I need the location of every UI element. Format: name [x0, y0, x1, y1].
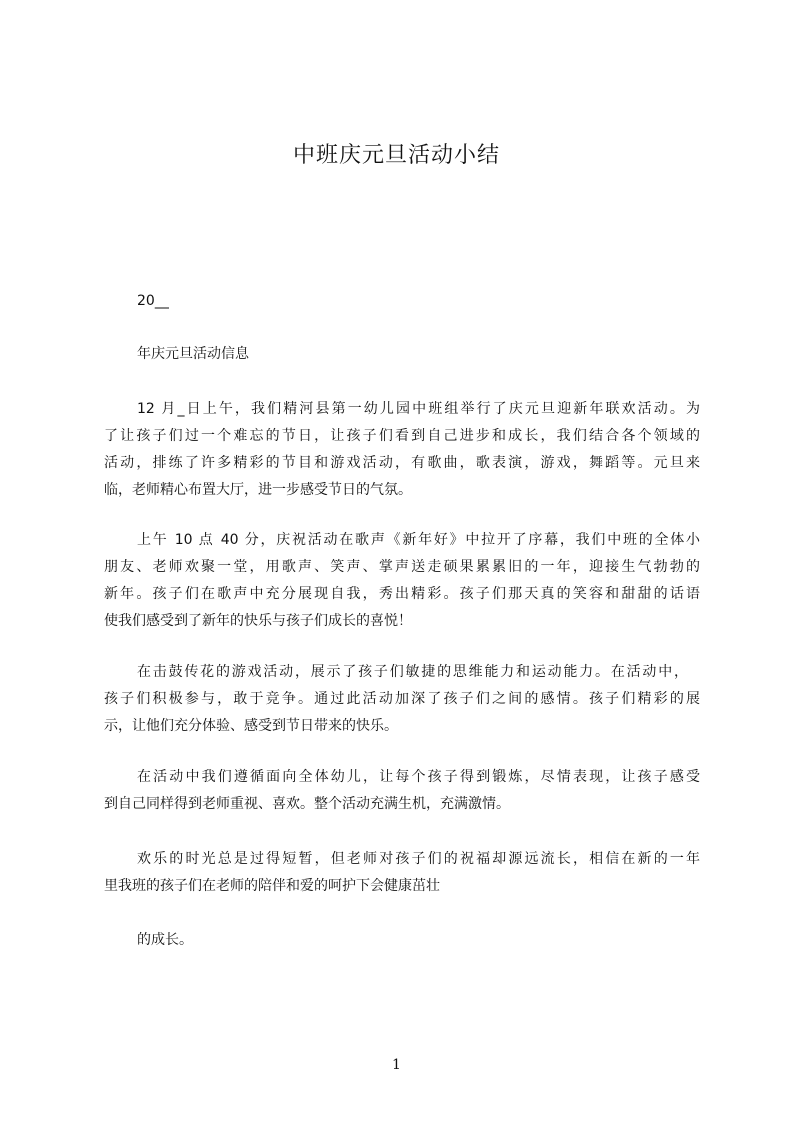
paragraph-line: 在活动中我们遵循面向全体幼儿，让每个孩子得到锻炼，尽情表现，让孩子感受 — [137, 769, 700, 785]
paragraph-line: 上午 10 点 40 分，庆祝活动在歌声《新年好》中拉开了序幕，我们中班的全体小 — [137, 532, 700, 548]
paragraph-line: 12 月_日上午，我们精河县第一幼儿园中班组举行了庆元旦迎新年联欢活动。为 — [137, 401, 700, 417]
header-subtitle: 年庆元旦活动信息 — [137, 346, 249, 362]
paragraph-line: 示，让他们充分体验、感受到节日带来的快乐。 — [104, 718, 398, 734]
header-year: 20__ — [137, 293, 169, 309]
page-number: 1 — [392, 1057, 401, 1073]
closing-line: 的成长。 — [137, 932, 193, 948]
paragraph-line: 在击鼓传花的游戏活动，展示了孩子们敏捷的思维能力和运动能力。在活动中， — [137, 664, 688, 680]
paragraph-line: 到自己同样得到老师重视、喜欢。整个活动充满生机，充满激情。 — [104, 796, 510, 812]
paragraph-line: 孩子们积极参与，敢于竞争。通过此活动加深了孩子们之间的感情。孩子们精彩的展 — [104, 691, 700, 707]
paragraph-line: 临，老师精心布置大厅，进一步感受节日的气氛。 — [104, 482, 412, 498]
document-title: 中班庆元旦活动小结 — [292, 143, 500, 168]
paragraph-line: 朋友、老师欢聚一堂，用歌声、笑声、掌声送走硕果累累旧的一年，迎接生气勃勃的 — [104, 559, 700, 575]
paragraph-line: 新年。孩子们在歌声中充分展现自我，秀出精彩。孩子们那天真的笑容和甜甜的话语 — [104, 586, 700, 602]
paragraph-line: 使我们感受到了新年的快乐与孩子们成长的喜悦！ — [104, 613, 412, 629]
paragraph-line: 了让孩子们过一个难忘的节日，让孩子们看到自己进步和成长，我们结合各个领域的 — [104, 428, 700, 444]
paragraph-line: 里我班的孩子们在老师的陪伴和爱的呵护下会健康茁壮 — [104, 878, 440, 894]
paragraph-line: 活动，排练了许多精彩的节目和游戏活动，有歌曲，歌表演，游戏，舞蹈等。元旦来 — [104, 455, 700, 471]
paragraph-line: 欢乐的时光总是过得短暂，但老师对孩子们的祝福却源远流长，相信在新的一年 — [137, 851, 700, 867]
